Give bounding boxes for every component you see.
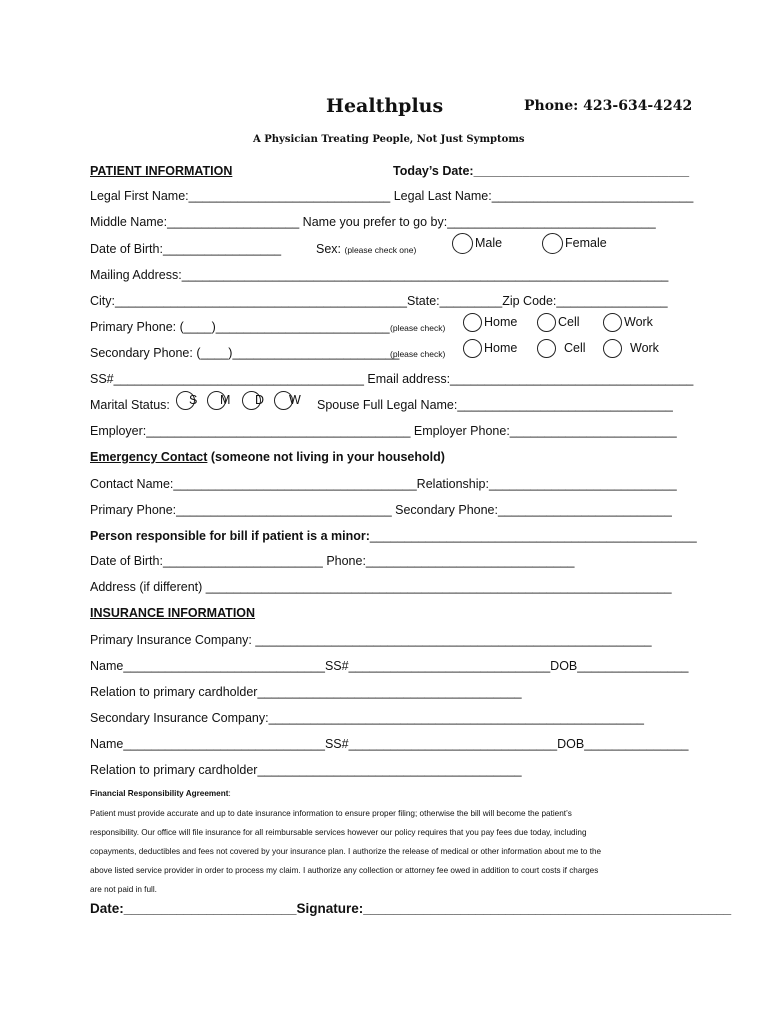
- primary-cell-label: Cell: [558, 314, 580, 329]
- primary-cell-radio[interactable]: [537, 313, 556, 332]
- minor-responsible-line[interactable]: _______________________________________________: [369, 529, 697, 543]
- date-label: Date:: [90, 901, 124, 916]
- financial-line-4: above listed service provider in order to process my claim. I authorize any collection or attorney fee owed in addition to court costs if charges: [90, 866, 599, 875]
- marital-d-label: D: [255, 392, 265, 407]
- primary-phone-field[interactable]: Primary Phone: (____)_________________________: [90, 320, 390, 334]
- date-line[interactable]: _______________________: [123, 901, 297, 916]
- secondary-work-radio[interactable]: [603, 339, 622, 358]
- tagline: A Physician Treating People, Not Just Symptoms: [253, 134, 525, 145]
- marital-w-label: W: [289, 392, 301, 407]
- spouse-name-field[interactable]: Spouse Full Legal Name:_______________________________: [317, 398, 673, 412]
- secondary-cell-label: Cell: [564, 340, 586, 355]
- secondary-cell-option[interactable]: [537, 339, 586, 358]
- minor-dob-phone-row[interactable]: Date of Birth:_______________________ Phone:______________________________: [90, 554, 575, 568]
- sex-female-option[interactable]: [542, 233, 607, 254]
- signature-row: [90, 901, 731, 916]
- secondary-home-option[interactable]: [463, 339, 517, 358]
- sex-male-option[interactable]: [452, 233, 502, 254]
- secondary-phone-hint: (please check): [390, 349, 446, 359]
- page-title: Healthplus: [326, 95, 444, 117]
- contact-phone-row[interactable]: Primary Phone:_______________________________ Secondary Phone:_________________________: [90, 503, 672, 517]
- marital-status-label: Marital Status:: [90, 398, 170, 412]
- signature-label: Signature:: [296, 901, 364, 916]
- secondary-phone-field[interactable]: Secondary Phone: (____)________________________: [90, 346, 400, 360]
- financial-heading-colon: :: [228, 789, 231, 798]
- financial-line-1: Patient must provide accurate and up to date insurance information to ensure proper filing; otherwise the bill will become the patient’s: [90, 809, 572, 818]
- male-radio[interactable]: [452, 233, 473, 254]
- financial-line-2: responsibility. Our office will file insurance for all reimbursable services however our policy requires that you pay fees due today, including: [90, 828, 587, 837]
- signature-line[interactable]: _________________________________________________: [363, 901, 732, 916]
- todays-date-field[interactable]: Today’s Date:_______________________________: [393, 164, 690, 178]
- minor-address-field[interactable]: Address (if different) ___________________________________________________________________: [90, 580, 672, 594]
- patient-info-heading: PATIENT INFORMATION: [90, 164, 233, 178]
- primary-work-radio[interactable]: [603, 313, 622, 332]
- secondary-work-option[interactable]: [603, 339, 659, 358]
- middle-name-row[interactable]: Middle Name:___________________ Name you prefer to go by:______________________________: [90, 215, 656, 229]
- primary-home-label: Home: [484, 314, 518, 329]
- employer-row[interactable]: Employer:______________________________________ Employer Phone:________________________: [90, 424, 677, 438]
- minor-responsible-field[interactable]: [90, 529, 697, 543]
- primary-work-option[interactable]: [603, 313, 653, 332]
- financial-heading-text: Financial Responsibility Agreement: [90, 789, 229, 798]
- primary-insured-row[interactable]: Name_____________________________SS#_____________________________DOB________________: [90, 659, 689, 673]
- secondary-cell-radio[interactable]: [537, 339, 556, 358]
- secondary-home-radio[interactable]: [463, 339, 482, 358]
- male-label: Male: [475, 235, 503, 250]
- secondary-work-label: Work: [630, 340, 659, 355]
- sex-hint: (please check one): [344, 245, 417, 255]
- sex-label: [316, 242, 416, 256]
- female-label: Female: [565, 235, 607, 250]
- minor-responsible-label: Person responsible for bill if patient is a minor:: [90, 529, 370, 543]
- financial-agreement-text: [90, 804, 680, 899]
- contact-name-row[interactable]: Contact Name:___________________________________Relationship:___________________________: [90, 477, 677, 491]
- female-radio[interactable]: [542, 233, 563, 254]
- mailing-address-field[interactable]: Mailing Address:______________________________________________________________________: [90, 268, 669, 282]
- primary-relation-field[interactable]: Relation to primary cardholder______________________________________: [90, 685, 522, 699]
- primary-work-label: Work: [624, 314, 653, 329]
- insurance-info-heading: INSURANCE INFORMATION: [90, 606, 256, 620]
- ss-email-row[interactable]: SS#____________________________________ Email address:___________________________________: [90, 372, 694, 386]
- financial-line-5: are not paid in full.: [90, 885, 157, 894]
- marital-m-label: M: [220, 392, 231, 407]
- financial-heading: [90, 784, 231, 803]
- marital-s-label: S: [189, 392, 198, 407]
- dob-field[interactable]: Date of Birth:_________________: [90, 242, 282, 256]
- secondary-insurance-company-field[interactable]: Secondary Insurance Company:______________________________________________________: [90, 711, 644, 725]
- secondary-insured-row[interactable]: Name_____________________________SS#______________________________DOB_______________: [90, 737, 689, 751]
- legal-name-row[interactable]: Legal First Name:_____________________________ Legal Last Name:_____________________________: [90, 189, 694, 203]
- primary-home-option[interactable]: [463, 313, 517, 332]
- primary-insurance-company-field[interactable]: Primary Insurance Company: _________________________________________________________: [90, 633, 652, 647]
- primary-cell-option[interactable]: [537, 313, 580, 332]
- marital-w-option[interactable]: [274, 391, 301, 410]
- marital-d-option[interactable]: [242, 391, 264, 410]
- secondary-home-label: Home: [484, 340, 518, 355]
- primary-home-radio[interactable]: [463, 313, 482, 332]
- marital-s-option[interactable]: [176, 391, 197, 410]
- emergency-heading-note: (someone not living in your household): [207, 450, 445, 464]
- sex-label-text: Sex:: [316, 242, 342, 256]
- primary-phone-hint: (please check): [390, 323, 446, 333]
- phone-number: Phone: 423-634-4242: [524, 98, 693, 114]
- secondary-relation-field[interactable]: Relation to primary cardholder______________________________________: [90, 763, 522, 777]
- emergency-heading-text: Emergency Contact: [90, 450, 208, 464]
- emergency-contact-heading: [90, 450, 445, 464]
- city-state-zip-row[interactable]: City:__________________________________________State:_________Zip Code:________________: [90, 294, 668, 308]
- marital-m-option[interactable]: [207, 391, 230, 410]
- financial-line-3: copayments, deductibles and fees not covered by your insurance plan. I authorize the release of medical or other information about me to the: [90, 847, 602, 856]
